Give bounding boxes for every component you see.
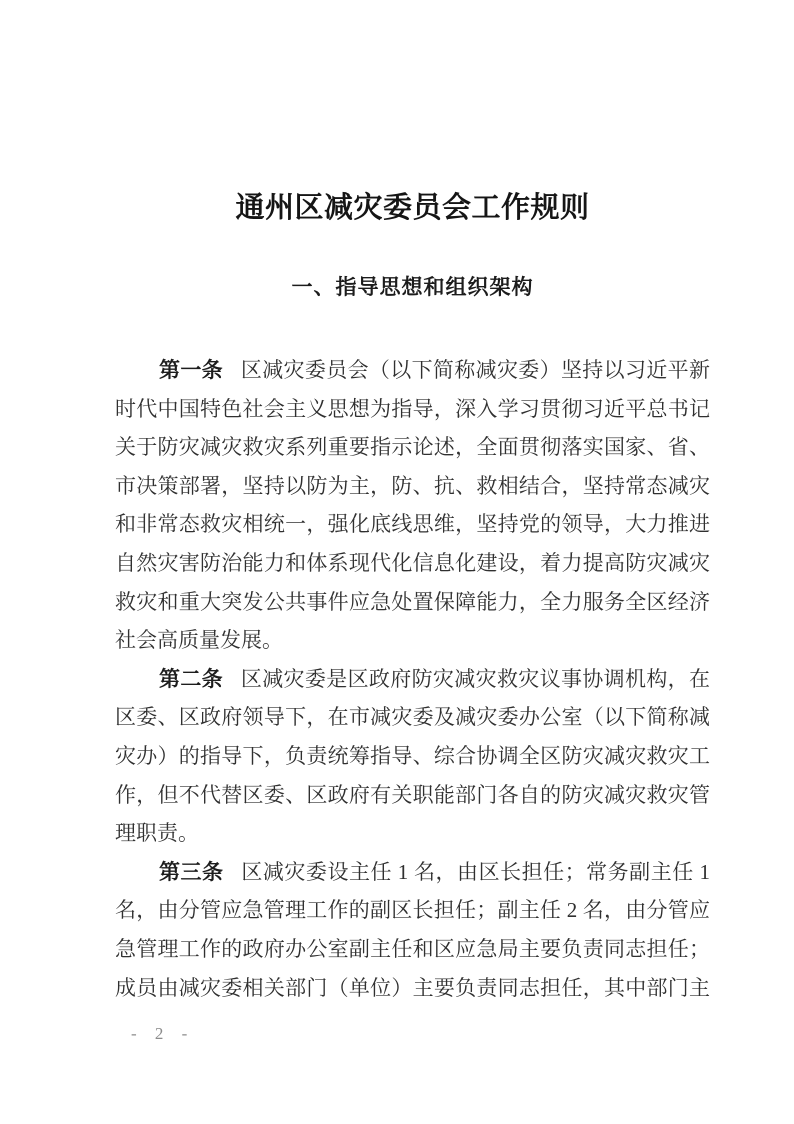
document-body (115, 351, 710, 1007)
article-number: 第一条 (159, 358, 224, 382)
paragraph (115, 351, 710, 660)
text-line: 自然灾害防治能力和体系现代化信息化建设，着力提高防灾减灾 (115, 550, 710, 575)
text-line: 急管理工作的政府办公室副主任和区应急局主要负责同志担任； (115, 936, 710, 961)
text-line: 区委、区政府领导下，在市减灾委及减灾委办公室（以下简称减 (115, 705, 710, 730)
text-line: 名，由分管应急管理工作的副区长担任；副主任 2 名，由分管应 (115, 898, 710, 923)
text-line: 第一条 区减灾委员会（以下简称减灾委）坚持以习近平新 (159, 358, 710, 382)
section-heading: 一、指导思想和组织架构 (291, 276, 534, 299)
article-number: 第三条 (159, 859, 224, 884)
page-number: - 2 - (131, 1024, 195, 1043)
article-number: 第二条 (159, 666, 224, 691)
text-line: 灾办）的指导下，负责统筹指导、综合协调全区防灾减灾救灾工 (115, 743, 710, 768)
text-line: 市决策部署，坚持以防为主，防、抗、救相结合，坚持常态减灾 (115, 473, 710, 498)
text-line: 理职责。 (115, 821, 199, 846)
text-line: 第二条 区减灾委是区政府防灾减灾救灾议事协调机构，在 (159, 666, 710, 691)
text-line: 救灾和重大突发公共事件应急处置保障能力，全力服务全区经济 (115, 589, 710, 614)
text-line: 第三条 区减灾委设主任 1 名，由区长担任；常务副主任 1 (159, 859, 710, 884)
text-line: 关于防灾减灾救灾系列重要指示论述，全面贯彻落实国家、省、 (115, 435, 710, 460)
paragraph (115, 660, 710, 853)
paragraph (115, 853, 710, 1007)
text-line: 和非常态救灾相统一，强化底线思维，坚持党的领导，大力推进 (115, 512, 710, 537)
text-line: 成员由减灾委相关部门（单位）主要负责同志担任，其中部门主 (115, 975, 710, 1000)
document-title: 通州区减灾委员会工作规则 (235, 192, 590, 224)
text-line: 社会高质量发展。 (115, 628, 283, 653)
text-line: 时代中国特色社会主义思想为指导，深入学习贯彻习近平总书记 (115, 396, 710, 421)
text-line: 作，但不代替区委、区政府有关职能部门各自的防灾减灾救灾管 (115, 782, 710, 807)
